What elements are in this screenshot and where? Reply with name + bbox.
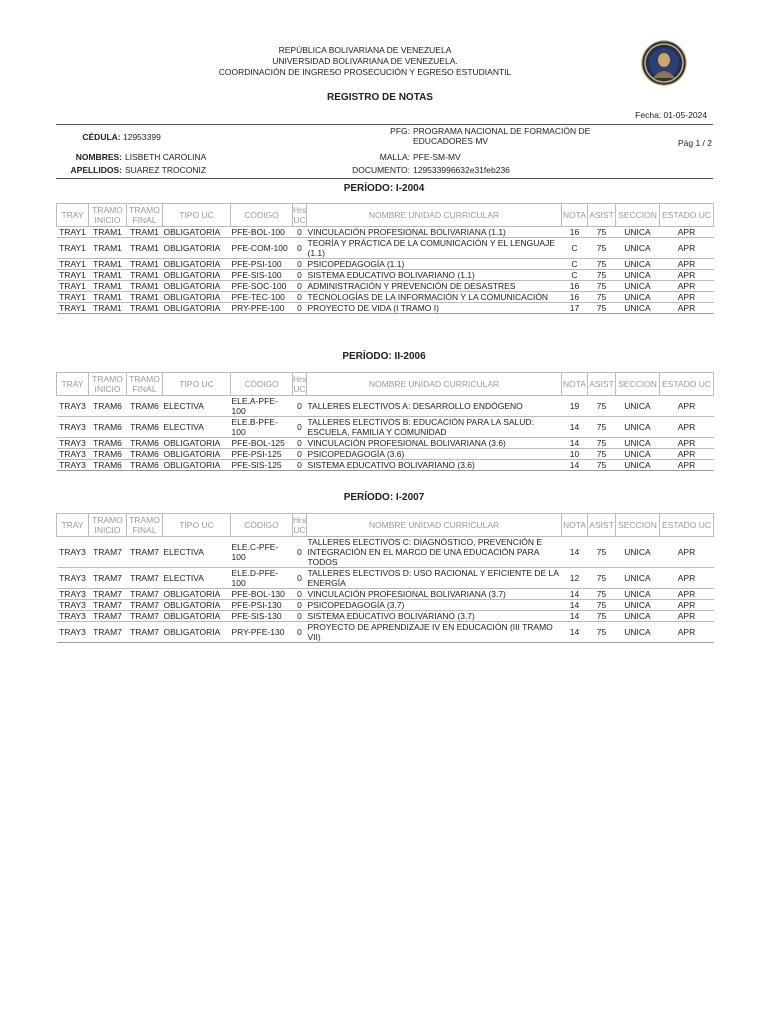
cell-codigo: PRY-PFE-100 [231, 303, 293, 314]
cell-nota: C [562, 270, 588, 281]
cell-asist: 75 [588, 270, 616, 281]
cell-tray: TRAY3 [57, 622, 89, 643]
cell-nombre-uc: PSICOPEDAGOGÍA (1.1) [307, 259, 562, 270]
cell-tipo-uc: OBLIGATORIA [163, 438, 231, 449]
cell-seccion: UNICA [616, 438, 660, 449]
cell-tipo-uc: OBLIGATORIA [163, 259, 231, 270]
column-header-nota: NOTA [562, 514, 588, 537]
cell-asist: 75 [588, 460, 616, 471]
cell-seccion: UNICA [616, 589, 660, 600]
column-header-estado-uc: ESTADO UC [660, 204, 714, 227]
column-header-tramo-final: TRAMO FINAL [127, 514, 163, 537]
malla-label-field [300, 152, 410, 162]
cell-tipo-uc: OBLIGATORIA [163, 611, 231, 622]
cell-nota: 16 [562, 292, 588, 303]
malla-label: MALLA: [379, 152, 410, 162]
grades-table [56, 203, 714, 314]
cell-asist: 75 [588, 259, 616, 270]
cell-estado-uc: APR [660, 227, 714, 238]
cell-estado-uc: APR [660, 568, 714, 589]
cell-tray: TRAY3 [57, 611, 89, 622]
cell-asist: 75 [588, 238, 616, 259]
cell-estado-uc: APR [660, 281, 714, 292]
column-header-nota: NOTA [562, 373, 588, 396]
cell-asist: 75 [588, 568, 616, 589]
cell-tray: TRAY3 [57, 537, 89, 568]
cell-codigo: PFE-COM-100 [231, 238, 293, 259]
cell-tramo-inicio: TRAM1 [89, 227, 127, 238]
cell-tray: TRAY3 [57, 460, 89, 471]
table-row [57, 622, 714, 643]
cell-tramo-final: TRAM7 [127, 622, 163, 643]
column-header-nombre-uc: NOMBRE UNIDAD CURRICULAR [307, 514, 562, 537]
cell-asist: 75 [588, 449, 616, 460]
cell-hrs-uc: 0 [293, 281, 307, 292]
cell-estado-uc: APR [660, 622, 714, 643]
cell-tramo-final: TRAM7 [127, 568, 163, 589]
cell-nota: 14 [562, 589, 588, 600]
cell-tramo-final: TRAM1 [127, 292, 163, 303]
cell-hrs-uc: 0 [293, 600, 307, 611]
table-header-row [57, 204, 714, 227]
cell-tramo-inicio: TRAM1 [89, 303, 127, 314]
cell-tramo-inicio: TRAM7 [89, 611, 127, 622]
cell-nombre-uc: TALLERES ELECTIVOS B: EDUCACIÓN PARA LA SALUD: ESCUELA, FAMILIA Y COMUNIDAD [307, 417, 562, 438]
cell-codigo: PFE-PSI-100 [231, 259, 293, 270]
cell-hrs-uc: 0 [293, 611, 307, 622]
column-header-nombre-uc: NOMBRE UNIDAD CURRICULAR [307, 373, 562, 396]
cell-nota: 14 [562, 417, 588, 438]
cell-asist: 75 [588, 417, 616, 438]
cell-nota: 14 [562, 460, 588, 471]
cell-seccion: UNICA [616, 292, 660, 303]
cell-nota: 14 [562, 600, 588, 611]
cell-codigo: ELE.A-PFE-100 [231, 396, 293, 417]
cell-nombre-uc: ADMINISTRACIÓN Y PREVENCIÓN DE DESASTRES [307, 281, 562, 292]
cell-tray: TRAY3 [57, 417, 89, 438]
cell-tray: TRAY1 [57, 281, 89, 292]
column-header-hrs-uc: Hrs UC [293, 205, 307, 225]
table-header-row [57, 373, 714, 396]
cell-tramo-final: TRAM6 [127, 438, 163, 449]
table-row [57, 568, 714, 589]
cell-nombre-uc: VINCULACIÓN PROFESIONAL BOLIVARIANA (1.1) [307, 227, 562, 238]
cell-seccion: UNICA [616, 611, 660, 622]
cedula-value: 12953399 [123, 132, 161, 142]
grades-table [56, 372, 714, 471]
cell-codigo: ELE.C-PFE-100 [231, 537, 293, 568]
table-row [57, 537, 714, 568]
cell-nota: 14 [562, 438, 588, 449]
cell-tramo-inicio: TRAM6 [89, 449, 127, 460]
document-title: REGISTRO DE NOTAS [327, 92, 433, 103]
apellidos-value: SUAREZ TROCONIZ [125, 165, 207, 175]
cell-nota: 14 [562, 611, 588, 622]
cell-codigo: ELE.B-PFE-100 [231, 417, 293, 438]
column-header-hrs-uc: Hrs UC [293, 515, 307, 535]
cell-nombre-uc: SISTEMA EDUCATIVO BOLIVARIANO (3.6) [307, 460, 562, 471]
cell-hrs-uc: 0 [293, 537, 307, 568]
cell-tipo-uc: OBLIGATORIA [163, 292, 231, 303]
apellidos-label-field [56, 165, 122, 175]
cell-nota: 14 [562, 537, 588, 568]
cell-tramo-final: TRAM1 [127, 303, 163, 314]
documento-value: 129533996632e31feb236 [413, 165, 510, 175]
cell-tramo-inicio: TRAM7 [89, 600, 127, 611]
cell-estado-uc: APR [660, 537, 714, 568]
malla-value: PFE-SM-MV [413, 152, 461, 162]
cell-estado-uc: APR [660, 600, 714, 611]
cell-estado-uc: APR [660, 417, 714, 438]
pfg-label-field [320, 126, 410, 136]
column-header-codigo: CÓDIGO [231, 514, 293, 537]
header-line-university: UNIVERSIDAD BOLIVARIANA DE VENEZUELA. [272, 56, 458, 66]
cell-tray: TRAY3 [57, 589, 89, 600]
cell-tipo-uc: OBLIGATORIA [163, 600, 231, 611]
cell-nota: 10 [562, 449, 588, 460]
cell-tray: TRAY1 [57, 292, 89, 303]
cell-hrs-uc: 0 [293, 259, 307, 270]
cell-nombre-uc: PSICOPEDAGOGÍA (3.7) [307, 600, 562, 611]
cell-tramo-final: TRAM7 [127, 589, 163, 600]
cell-seccion: UNICA [616, 622, 660, 643]
cell-hrs-uc: 0 [293, 589, 307, 600]
cell-tray: TRAY1 [57, 259, 89, 270]
table-row [57, 438, 714, 449]
cell-tray: TRAY3 [57, 396, 89, 417]
cell-nombre-uc: VINCULACIÓN PROFESIONAL BOLIVARIANA (3.6) [307, 438, 562, 449]
cell-tramo-inicio: TRAM1 [89, 281, 127, 292]
divider-info [56, 178, 713, 179]
cell-seccion: UNICA [616, 227, 660, 238]
column-header-asist: ASIST [588, 373, 616, 396]
table-row [57, 449, 714, 460]
cell-tray: TRAY3 [57, 600, 89, 611]
column-header-seccion: SECCION [616, 514, 660, 537]
period-title: PERÍODO: II-2006 [342, 351, 426, 362]
column-header-tramo-final: TRAMO FINAL [127, 373, 163, 396]
cell-tramo-inicio: TRAM6 [89, 460, 127, 471]
cell-codigo: PFE-SIS-130 [231, 611, 293, 622]
cell-codigo: PFE-BOL-130 [231, 589, 293, 600]
cell-tramo-final: TRAM1 [127, 281, 163, 292]
cell-tramo-inicio: TRAM6 [89, 417, 127, 438]
cell-estado-uc: APR [660, 292, 714, 303]
cell-nombre-uc: TEORÍA Y PRÁCTICA DE LA COMUNICACIÓN Y EL LENGUAJE (1.1) [307, 238, 562, 259]
cell-nombre-uc: PSICOPEDAGOGÍA (3.6) [307, 449, 562, 460]
cell-estado-uc: APR [660, 259, 714, 270]
cell-tray: TRAY1 [57, 238, 89, 259]
table-row [57, 611, 714, 622]
column-header-tipo-uc: TIPO UC [163, 204, 231, 227]
cedula-label: CÉDULA: [82, 132, 121, 142]
cell-seccion: UNICA [616, 449, 660, 460]
cell-nota: 17 [562, 303, 588, 314]
cell-nombre-uc: SISTEMA EDUCATIVO BOLIVARIANO (1.1) [307, 270, 562, 281]
cell-seccion: UNICA [616, 270, 660, 281]
cell-hrs-uc: 0 [293, 396, 307, 417]
cell-tipo-uc: ELECTIVA [163, 537, 231, 568]
cell-nombre-uc: VINCULACIÓN PROFESIONAL BOLIVARIANA (3.7) [307, 589, 562, 600]
cell-tray: TRAY1 [57, 270, 89, 281]
cell-tipo-uc: OBLIGATORIA [163, 449, 231, 460]
nombres-label-field [56, 152, 122, 162]
documento-label-field [300, 165, 410, 175]
cell-hrs-uc: 0 [293, 292, 307, 303]
pfg-value: PROGRAMA NACIONAL DE FORMACIÓN DE EDUCADORES MV [413, 126, 591, 146]
cell-tramo-final: TRAM1 [127, 259, 163, 270]
column-header-tray: TRAY [57, 204, 89, 227]
column-header-codigo: CÓDIGO [231, 373, 293, 396]
cell-seccion: UNICA [616, 281, 660, 292]
column-header-nombre-uc: NOMBRE UNIDAD CURRICULAR [307, 204, 562, 227]
cell-seccion: UNICA [616, 259, 660, 270]
column-header-estado-uc: ESTADO UC [660, 373, 714, 396]
table-row [57, 270, 714, 281]
cell-seccion: UNICA [616, 600, 660, 611]
cedula-field [56, 132, 167, 142]
cell-estado-uc: APR [660, 303, 714, 314]
cell-nota: C [562, 238, 588, 259]
cell-nota: 14 [562, 622, 588, 643]
column-header-seccion: SECCION [616, 373, 660, 396]
cell-estado-uc: APR [660, 238, 714, 259]
table-row [57, 589, 714, 600]
cell-tray: TRAY1 [57, 303, 89, 314]
cell-nota: 19 [562, 396, 588, 417]
cell-seccion: UNICA [616, 568, 660, 589]
cell-seccion: UNICA [616, 238, 660, 259]
cell-seccion: UNICA [616, 537, 660, 568]
cell-asist: 75 [588, 589, 616, 600]
cell-nombre-uc: TALLERES ELECTIVOS D: USO RACIONAL Y EFICIENTE DE LA ENERGÍA [307, 568, 562, 589]
cell-asist: 75 [588, 438, 616, 449]
column-header-tramo-inicio: TRAMO INICIO [89, 514, 127, 537]
pfg-label: PFG: [390, 126, 410, 136]
cell-asist: 75 [588, 396, 616, 417]
cell-tramo-inicio: TRAM6 [89, 438, 127, 449]
column-header-nota: NOTA [562, 204, 588, 227]
cell-tramo-inicio: TRAM1 [89, 238, 127, 259]
table-row [57, 292, 714, 303]
cell-seccion: UNICA [616, 460, 660, 471]
cell-hrs-uc: 0 [293, 568, 307, 589]
cell-tramo-inicio: TRAM1 [89, 270, 127, 281]
cell-nota: 16 [562, 281, 588, 292]
column-header-tipo-uc: TIPO UC [163, 373, 231, 396]
cell-hrs-uc: 0 [293, 227, 307, 238]
cell-estado-uc: APR [660, 449, 714, 460]
cell-hrs-uc: 0 [293, 460, 307, 471]
cell-nombre-uc: TALLERES ELECTIVOS C: DIAGNÓSTICO, PREVENCIÓN E INTEGRACIÓN EN EL MARCO DE UNA EDUCACIÓN PARA TODOS [307, 537, 562, 568]
cell-asist: 75 [588, 611, 616, 622]
cell-asist: 75 [588, 281, 616, 292]
nombres-label: NOMBRES: [75, 152, 122, 162]
cell-tramo-final: TRAM6 [127, 449, 163, 460]
cell-codigo: PFE-SIS-125 [231, 460, 293, 471]
cell-tramo-final: TRAM1 [127, 238, 163, 259]
cell-estado-uc: APR [660, 396, 714, 417]
column-header-seccion: SECCION [616, 204, 660, 227]
cell-estado-uc: APR [660, 460, 714, 471]
page-number: Pág 1 / 2 [677, 138, 712, 148]
cell-tipo-uc: OBLIGATORIA [163, 227, 231, 238]
cell-estado-uc: APR [660, 611, 714, 622]
cell-tipo-uc: OBLIGATORIA [163, 281, 231, 292]
column-header-tramo-inicio: TRAMO INICIO [89, 373, 127, 396]
cell-codigo: PFE-BOL-100 [231, 227, 293, 238]
column-header-estado-uc: ESTADO UC [660, 514, 714, 537]
column-header-asist: ASIST [588, 204, 616, 227]
cell-codigo: PFE-TEC-100 [231, 292, 293, 303]
column-header-tramo-inicio: TRAMO INICIO [89, 204, 127, 227]
cell-nombre-uc: SISTEMA EDUCATIVO BOLIVARIANO (3.7) [307, 611, 562, 622]
table-row [57, 281, 714, 292]
cell-codigo: PFE-PSI-130 [231, 600, 293, 611]
cell-tray: TRAY3 [57, 449, 89, 460]
cell-hrs-uc: 0 [293, 303, 307, 314]
cell-codigo: PFE-BOL-125 [231, 438, 293, 449]
divider-top [56, 124, 713, 125]
cell-tipo-uc: ELECTIVA [163, 417, 231, 438]
cell-tray: TRAY1 [57, 227, 89, 238]
cell-codigo: PRY-PFE-130 [231, 622, 293, 643]
cell-codigo: PFE-SIS-100 [231, 270, 293, 281]
cell-seccion: UNICA [616, 396, 660, 417]
cell-tramo-inicio: TRAM7 [89, 537, 127, 568]
table-row [57, 303, 714, 314]
cell-tipo-uc: OBLIGATORIA [163, 303, 231, 314]
cell-tramo-final: TRAM7 [127, 611, 163, 622]
cell-hrs-uc: 0 [293, 449, 307, 460]
column-header-hrs-uc: Hrs UC [293, 374, 307, 394]
cell-nombre-uc: TALLERES ELECTIVOS A: DESARROLLO ENDÓGENO [307, 396, 562, 417]
cell-asist: 75 [588, 227, 616, 238]
cell-tipo-uc: OBLIGATORIA [163, 460, 231, 471]
cell-asist: 75 [588, 622, 616, 643]
cell-asist: 75 [588, 303, 616, 314]
header-line-coordination: COORDINACIÓN DE INGRESO PROSECUCIÓN Y EGRESO ESTUDIANTIL [218, 67, 512, 77]
cell-tramo-inicio: TRAM7 [89, 622, 127, 643]
column-header-tipo-uc: TIPO UC [163, 514, 231, 537]
cell-tramo-inicio: TRAM1 [89, 259, 127, 270]
cell-asist: 75 [588, 292, 616, 303]
table-row [57, 238, 714, 259]
cell-nombre-uc: TECNOLOGÍAS DE LA INFORMACIÓN Y LA COMUNICACIÓN [307, 292, 562, 303]
cell-nota: C [562, 259, 588, 270]
cell-tipo-uc: ELECTIVA [163, 396, 231, 417]
period-title: PERÍODO: I-2007 [343, 492, 425, 503]
cell-hrs-uc: 0 [293, 438, 307, 449]
column-header-tray: TRAY [57, 514, 89, 537]
cell-estado-uc: APR [660, 589, 714, 600]
cell-estado-uc: APR [660, 270, 714, 281]
cell-tramo-inicio: TRAM1 [89, 292, 127, 303]
cell-nombre-uc: PROYECTO DE VIDA (I TRAMO I) [307, 303, 562, 314]
cell-tray: TRAY3 [57, 568, 89, 589]
table-row [57, 460, 714, 471]
table-row [57, 417, 714, 438]
cell-tipo-uc: OBLIGATORIA [163, 238, 231, 259]
cell-tramo-final: TRAM6 [127, 460, 163, 471]
cell-tipo-uc: OBLIGATORIA [163, 589, 231, 600]
cell-seccion: UNICA [616, 417, 660, 438]
apellidos-label: APELLIDOS: [70, 165, 122, 175]
cell-tray: TRAY3 [57, 438, 89, 449]
cell-tramo-inicio: TRAM7 [89, 589, 127, 600]
grades-table [56, 513, 714, 643]
cell-estado-uc: APR [660, 438, 714, 449]
university-seal-logo [641, 40, 687, 86]
table-row [57, 227, 714, 238]
cell-tramo-final: TRAM7 [127, 600, 163, 611]
cell-tramo-inicio: TRAM6 [89, 396, 127, 417]
cell-hrs-uc: 0 [293, 238, 307, 259]
cell-tramo-final: TRAM7 [127, 537, 163, 568]
documento-label: DOCUMENTO: [352, 165, 410, 175]
cell-tipo-uc: OBLIGATORIA [163, 270, 231, 281]
table-row [57, 600, 714, 611]
period-title: PERÍODO: I-2004 [343, 183, 425, 194]
cell-seccion: UNICA [616, 303, 660, 314]
cell-codigo: PFE-SOC-100 [231, 281, 293, 292]
cell-tramo-final: TRAM1 [127, 270, 163, 281]
column-header-tramo-final: TRAMO FINAL [127, 204, 163, 227]
cell-hrs-uc: 0 [293, 270, 307, 281]
cell-tramo-inicio: TRAM7 [89, 568, 127, 589]
table-header-row [57, 514, 714, 537]
cell-hrs-uc: 0 [293, 417, 307, 438]
header-line-republic: REPÚBLICA BOLIVARIANA DE VENEZUELA [278, 45, 452, 55]
column-header-codigo: CÓDIGO [231, 204, 293, 227]
table-row [57, 396, 714, 417]
cell-tramo-final: TRAM1 [127, 227, 163, 238]
table-row [57, 259, 714, 270]
nombres-value: LISBETH CAROLINA [125, 152, 207, 162]
cell-nota: 12 [562, 568, 588, 589]
column-header-tray: TRAY [57, 373, 89, 396]
cell-tramo-final: TRAM6 [127, 396, 163, 417]
cell-asist: 75 [588, 537, 616, 568]
cell-nota: 16 [562, 227, 588, 238]
cell-tramo-final: TRAM6 [127, 417, 163, 438]
cell-hrs-uc: 0 [293, 622, 307, 643]
cell-codigo: ELE.D-PFE-100 [231, 568, 293, 589]
cell-nombre-uc: PROYECTO DE APRENDIZAJE IV EN EDUCACIÓN (III TRAMO VII) [307, 622, 562, 643]
cell-codigo: PFE-PSI-125 [231, 449, 293, 460]
column-header-asist: ASIST [588, 514, 616, 537]
cell-tipo-uc: OBLIGATORIA [163, 622, 231, 643]
cell-tipo-uc: ELECTIVA [163, 568, 231, 589]
cell-asist: 75 [588, 600, 616, 611]
document-header [0, 45, 730, 78]
issue-date: Fecha: 01-05-2024 [635, 110, 707, 120]
